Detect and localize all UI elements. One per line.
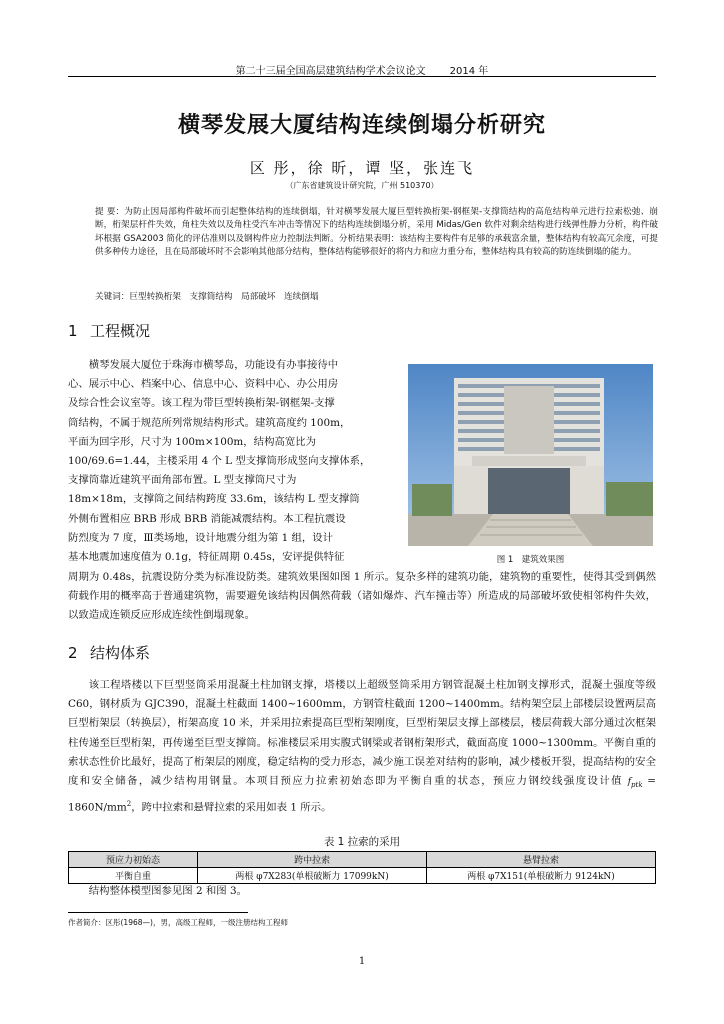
section-1-wrapped-text [68, 356, 398, 567]
column-header: 预应力初始态 [69, 852, 198, 868]
section-number: 2 [68, 644, 78, 662]
text-line: 横琴发展大厦位于珠海市横琴岛，功能设有办事接待中 [88, 359, 339, 371]
section-2-paragraph [68, 676, 656, 818]
section-title: 结构体系 [90, 644, 151, 662]
section-number: 1 [68, 322, 78, 340]
footnote-rule [68, 912, 248, 913]
table-1 [68, 851, 656, 884]
building-rendering [408, 364, 653, 546]
section-1-heading [68, 320, 150, 341]
symbol-subscript: ptk [631, 781, 643, 790]
table-1-caption: 表 1 拉索的采用 [323, 836, 401, 848]
text-line: 支撑筒靠近建筑平面角部布置。L 型支撑筒尺寸为 [68, 474, 297, 487]
table-cell: 两根 φ7X151(单根破断力 9124kN) [427, 868, 656, 884]
building-illustration [408, 364, 653, 546]
column-header: 跨中拉索 [198, 852, 427, 868]
section-1-continued: 周期为 0.48s，抗震设防分类为标准设防类。建筑效果图如图 1 所示。复杂多样的建筑功能，建筑物的重要性，使得其受到偶然荷载作用的概率高于普通建筑物，需要避免该结构因偶然荷载（诸如爆炸、汽车撞击等）所造成的局部破坏致使相邻构件失效，以致造成连锁反应形成连续性倒塌现象。 [68, 571, 656, 622]
abstract: 提 要：为防止因局部构件破坏而引起整体结构的连续倒塌，针对横琴发展大厦巨型转换桁架-钢框架-支撑筒结构的高危结构单元进行拉索松弛、崩断，桁架层杆件失效，角柱失效以及角柱受汽车冲击等情况下的结构连续倒塌分析，采用 Midas/Gen 软件对剩余结构进行线弹性静力分析，构件破坏根据 GSA2003 简化的评估准则以及钢构件应力控制法判断。分析结果表明：该结构主要构件有足够的承载富余量，整体结构有较高冗余度，可提供多种传力途径，且在局部破坏时不会影响其他部分结构，整体结构能够很好的将内力和应力重分布，整体结构具有较高的防连续倒塌的能力。 [95, 207, 658, 258]
table-header-row [69, 852, 656, 868]
text-line: 及综合性会议室等。该工程为带巨型转换桁架-钢框架-支撑 [68, 397, 335, 410]
author-list: 区 彤，徐 昕，谭 坚，张连飞 [249, 159, 475, 177]
paragraph-text: 该工程塔楼以下巨型竖筒采用混凝土柱加钢支撑，塔楼以上超级竖筒采用方钢管混凝土柱加钢支撑形式，混凝土强度等级 C60，钢材质为 GJC390，混凝土柱截面 1400~1600mm，方钢管柱截面 1200~1400mm。结构架空层上部楼层设置两层高巨型桁架层（转换层），桁架高度 10 米，并采用拉索提高巨型桁架刚度，巨型桁架层支撑上部楼层，楼层荷载大部分通过次框架柱传递至巨型桁架，再传递至巨型支撑筒。标准楼层采用实腹式钢梁或者钢桁架形式，截面高度 1000~1300mm。平衡自重的索状态性价比最好，提高了桁架层的刚度，稳定结构的受力形态，减少施工误差对结构的影响，减少楼板开裂，提高结构的安全度和安全储备，减少结构用钢量。本项目预应力拉索初始态即为平衡自重的状态，预应力钢绞线强度设计值 [68, 679, 656, 788]
section-2-after-table: 结构整体模型图参见图 2 和图 3。 [88, 885, 248, 897]
text-line: 筒结构，不属于规范所列常规结构形式。建筑高度约 100m， [68, 416, 351, 429]
symbol: f [627, 777, 632, 788]
page-number: 1 [358, 956, 366, 967]
text-line: 平面为回字形，尺寸为 100m×100m，结构高宽比为 [68, 435, 317, 448]
paper-title: 横琴发展大厦结构连续倒塌分析研究 [177, 113, 546, 138]
table-cell: 平衡自重 [69, 868, 198, 884]
text-line: 防烈度为 7 度，Ⅲ类场地，设计地震分组为第 1 组，设计 [68, 531, 334, 544]
header-year: 2014 年 [449, 66, 489, 77]
running-header [0, 62, 724, 77]
section-title: 工程概况 [90, 322, 151, 340]
superscript: 2 [126, 800, 132, 809]
footnote: 作者简介：区彤(1968—)，男，高级工程师，一级注册结构工程师 [68, 918, 288, 927]
paragraph-tail: ，跨中拉索和悬臂拉索的采用如表 1 所示。 [131, 801, 332, 814]
text-line: 18m×18m，支撑筒之间结构跨度 33.6m，该结构 L 型支撑筒 [68, 493, 360, 506]
text-line: 心、展示中心、档案中心、信息中心、资料中心、办公用房 [68, 378, 339, 391]
figure-1-caption: 图 1 建筑效果图 [496, 555, 565, 565]
text-line: 100/69.6=1.44，主楼采用 4 个 L 型支撑筒形成竖向支撑体系， [68, 455, 371, 468]
section-2-heading [68, 642, 150, 663]
section-2-body [68, 676, 656, 818]
affiliation: （广东省建筑设计研究院，广州 510370） [285, 181, 439, 190]
value: = 1860N/mm [68, 775, 657, 814]
column-header: 悬臂拉索 [427, 852, 656, 868]
table-cell: 两根 φ7X283(单根破断力 17099kN) [198, 868, 427, 884]
text-line: 基本地震加速度值为 0.1g，特征周期 0.45s，安评提供特征 [68, 551, 345, 564]
text-line: 外侧布置相应 BRB 形成 BRB 消能减震结构。本工程抗震设 [68, 512, 346, 525]
conference-name: 第二十三届全国高层建筑结构学术会议论文 [235, 66, 426, 77]
header-rule [68, 76, 656, 77]
keywords: 关键词：巨型转换桁架 支撑筒结构 局部破坏 连续倒塌 [95, 292, 319, 302]
